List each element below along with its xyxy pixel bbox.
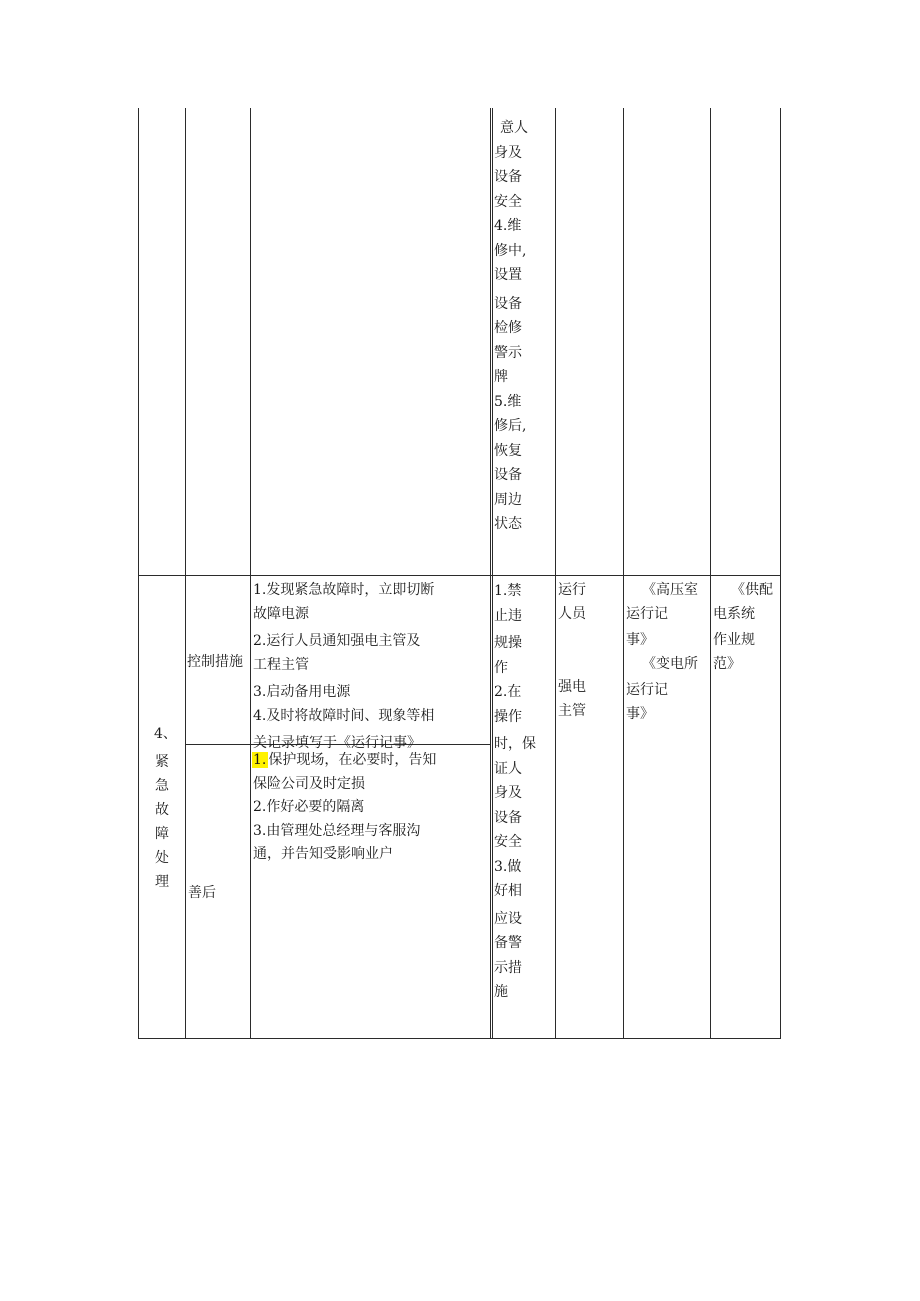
text-line: 1.发现紧急故障时，立即切断: [253, 582, 435, 598]
text-line: 牌: [494, 369, 508, 385]
text-line: 施: [494, 984, 508, 1000]
text-line: 意人: [500, 120, 528, 136]
text-line: [253, 749, 489, 773]
text-line: 关记录填写于《运行记事》: [253, 735, 421, 751]
grid-line: [555, 108, 556, 1039]
text-line: 2.在: [494, 684, 522, 700]
text-line: 检修: [494, 320, 522, 336]
text-line: 设备: [494, 295, 522, 312]
text-line: 3.由管理处总经理与客服沟: [253, 822, 421, 839]
text-line: 2.作好必要的隔离: [253, 799, 365, 815]
text-line: 工程主管: [253, 656, 309, 673]
highlighted-number: 1.: [253, 752, 267, 768]
text-line: 保险公司及时定损: [253, 775, 365, 792]
text-line: 3.启动备用电源: [253, 684, 351, 700]
title-char: 紧: [155, 754, 169, 770]
safety-measures: [494, 579, 554, 1005]
text-line: 故障电源: [253, 605, 309, 622]
text-line: 状态: [494, 516, 522, 532]
title-char: 处: [155, 850, 169, 866]
grid-line: [710, 108, 711, 1039]
grid-line: [623, 108, 624, 1039]
text-line: 周边: [494, 491, 522, 508]
text-line: 《变电所: [642, 655, 698, 672]
text-line: 好相: [494, 883, 522, 899]
text-line: 止违: [494, 607, 522, 624]
text-line: 事》: [626, 705, 654, 722]
aftermath-steps: [253, 749, 489, 867]
text-line: 通，并告知受影响业户: [253, 846, 393, 862]
phase-control-label: 控制措施: [187, 654, 243, 670]
text-line: 操作: [494, 708, 522, 725]
grid-line: [138, 1038, 781, 1039]
text-line: 安全: [494, 834, 522, 850]
text-fragment: 保护现场，在必要时，告知: [268, 752, 437, 768]
text-line: 设备: [494, 169, 522, 185]
title-char: 理: [155, 874, 169, 890]
item-title: [152, 750, 172, 894]
text-line: 警示: [494, 344, 522, 361]
text-line: 恢复: [494, 442, 522, 459]
text-line: 示措: [494, 959, 522, 976]
phase-aftermath-label: 善后: [188, 885, 216, 901]
text-line: 人员: [558, 605, 586, 622]
records: [626, 579, 710, 726]
references: [713, 579, 779, 676]
text-line: 事》: [626, 632, 654, 648]
text-line: 3.做: [494, 858, 522, 875]
text-line: 作业规: [713, 632, 755, 648]
text-line: 4.及时将故障时间、现象等相: [253, 707, 435, 724]
responsible-person: [558, 579, 622, 723]
grid-line: [780, 108, 781, 1039]
grid-line: [250, 108, 251, 1039]
text-line: 5.维: [494, 393, 522, 410]
item-number: 4、: [154, 726, 177, 742]
title-char: 障: [155, 826, 169, 842]
control-steps: [253, 579, 489, 756]
text-line: 设备: [494, 809, 522, 826]
text-line: 4.维: [494, 218, 522, 234]
grid-line: [138, 575, 781, 576]
text-line: 应设: [494, 910, 522, 927]
text-line: 安全: [494, 193, 522, 210]
text-line: 设备: [494, 467, 522, 483]
text-line: 备警: [494, 935, 522, 951]
text-line: 身及: [494, 144, 522, 161]
title-char: 急: [155, 778, 169, 794]
text-line: 2.运行人员通知强电主管及: [253, 633, 421, 649]
grid-line: [490, 108, 493, 1039]
text-line: 规操: [494, 635, 522, 651]
text-line: 《供配: [731, 582, 773, 598]
text-line: 1.禁: [494, 583, 522, 599]
text-line: 身及: [494, 785, 522, 801]
text-line: 运行: [558, 582, 586, 598]
text-line: 修中,: [494, 242, 527, 259]
title-char: 故: [155, 802, 169, 818]
grid-line: [138, 108, 139, 1039]
text-line: 作: [494, 659, 508, 676]
text-line: 《高压室: [642, 582, 698, 598]
text-line: 强电: [558, 679, 586, 695]
safety-measures-continued: [494, 116, 554, 537]
text-line: 运行记: [626, 682, 668, 698]
text-line: 电系统: [713, 605, 755, 622]
grid-line: [185, 108, 186, 1039]
text-line: 修后,: [494, 418, 527, 434]
text-line: 主管: [558, 702, 586, 719]
text-line: 运行记: [626, 605, 668, 622]
text-line: 设置: [494, 267, 522, 283]
text-line: 范》: [713, 655, 741, 672]
text-line: 时，保: [494, 736, 536, 752]
text-line: 证人: [494, 760, 522, 777]
